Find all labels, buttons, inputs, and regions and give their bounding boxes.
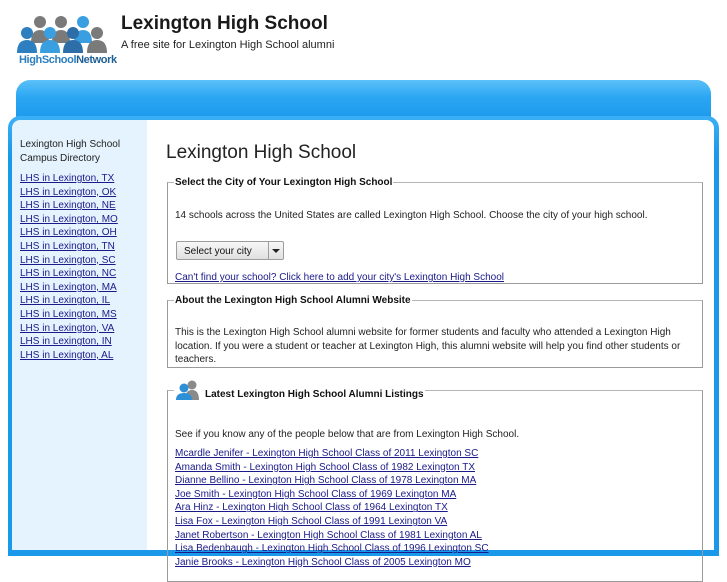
list-item xyxy=(20,308,118,322)
campus-link[interactable]: LHS in Lexington, TN xyxy=(20,240,115,252)
list-item xyxy=(20,213,118,227)
alumni-listing-link[interactable]: Lisa Fox - Lexington High School Class of 1991 Lexington VA xyxy=(175,515,448,527)
alumni-listing-link[interactable]: Ara Hinz - Lexington High School Class of 1964 Lexington TX xyxy=(175,502,448,514)
list-item xyxy=(20,199,118,213)
about-section-text: This is the Lexington High School alumni website for former students and faculty who attended a Lexington High location. If you were a student or teacher at Lexington High, this alumni website will help you find other students or teachers. xyxy=(175,327,681,366)
site-title[interactable]: Lexington High School xyxy=(121,13,328,34)
site-tagline: A free site for Lexington High School alumni xyxy=(121,39,335,51)
city-select-section xyxy=(167,177,703,284)
listings-section-legend: Latest Lexington High School Alumni Listings xyxy=(205,389,424,400)
list-item xyxy=(20,267,118,281)
chevron-down-icon[interactable] xyxy=(268,242,283,259)
listings-section-text: See if you know any of the people below that are from Lexington High School. xyxy=(175,429,520,440)
campus-link[interactable]: LHS in Lexington, MA xyxy=(20,281,117,293)
list-item xyxy=(20,240,118,254)
list-item xyxy=(20,294,118,308)
list-item xyxy=(20,226,118,240)
list-item xyxy=(175,515,489,529)
people-icon xyxy=(175,380,201,400)
campus-link[interactable]: LHS in Lexington, OH xyxy=(20,227,117,239)
alumni-listing-link[interactable]: Dianne Bellino - Lexington High School Class of 1978 Lexington MA xyxy=(175,475,477,487)
campus-link[interactable]: LHS in Lexington, NE xyxy=(20,200,116,212)
campus-link[interactable]: LHS in Lexington, VA xyxy=(20,322,115,334)
list-item xyxy=(175,488,489,502)
city-select-value: Select your city xyxy=(184,246,252,257)
list-item xyxy=(175,447,489,461)
sidebar-heading: Lexington High School Campus Directory xyxy=(20,139,121,164)
list-item xyxy=(20,281,118,295)
campus-link[interactable]: LHS in Lexington, MS xyxy=(20,308,117,320)
list-item xyxy=(20,335,118,349)
about-section-legend: About the Lexington High School Alumni Website xyxy=(175,295,411,306)
city-select[interactable] xyxy=(176,241,284,260)
list-item xyxy=(175,474,489,488)
campus-link[interactable]: LHS in Lexington, IL xyxy=(20,295,111,307)
list-item xyxy=(20,172,118,186)
list-item xyxy=(175,542,489,556)
page-title: Lexington High School xyxy=(166,142,357,163)
list-item xyxy=(20,254,118,268)
list-item xyxy=(20,186,118,200)
alumni-listing-link[interactable]: Joe Smith - Lexington High School Class of 1969 Lexington MA xyxy=(175,488,457,500)
list-item xyxy=(20,322,118,336)
alumni-listing-link[interactable]: Mcardle Jenifer - Lexington High School Class of 2011 Lexington SC xyxy=(175,448,479,459)
logo-text-highschool: HighSchool xyxy=(19,54,77,66)
city-section-legend: Select the City of Your Lexington High School xyxy=(175,177,393,188)
alumni-listing-link[interactable]: Amanda Smith - Lexington High School Class of 1982 Lexington TX xyxy=(175,461,475,473)
add-school-link[interactable]: Can't find your school? Click here to add your city's Lexington High School xyxy=(175,272,504,283)
alumni-listing-link[interactable]: Lisa Bedenbaugh - Lexington High School Class of 1996 Lexington SC xyxy=(175,543,489,555)
about-section xyxy=(167,295,703,368)
campus-link[interactable]: LHS in Lexington, OK xyxy=(20,186,117,198)
highschoolnetwork-logo[interactable] xyxy=(17,13,117,69)
list-item xyxy=(175,529,489,543)
campus-link[interactable]: LHS in Lexington, IN xyxy=(20,336,112,348)
list-item xyxy=(20,349,118,363)
list-item xyxy=(175,461,489,475)
alumni-listing-link[interactable]: Janet Robertson - Lexington High School Class of 1981 Lexington AL xyxy=(175,529,482,541)
campus-link[interactable]: LHS in Lexington, SC xyxy=(20,254,116,266)
campus-link[interactable]: LHS in Lexington, NC xyxy=(20,268,117,280)
campus-link[interactable]: LHS in Lexington, MO xyxy=(20,213,118,225)
list-item xyxy=(175,501,489,515)
list-item xyxy=(175,556,489,570)
alumni-listings xyxy=(175,447,489,569)
city-section-text: 14 schools across the United States are called Lexington High School. Choose the city of your high school. xyxy=(175,210,648,221)
alumni-listing-link[interactable]: Janie Brooks - Lexington High School Class of 2005 Lexington MO xyxy=(175,556,471,568)
campus-directory-list xyxy=(20,172,118,362)
campus-link[interactable]: LHS in Lexington, AL xyxy=(20,349,114,361)
alumni-listings-section xyxy=(167,380,703,582)
campus-link[interactable]: LHS in Lexington, TX xyxy=(20,173,115,184)
logo-text-network: Network xyxy=(76,54,117,66)
listings-legend-wrap xyxy=(174,380,425,400)
